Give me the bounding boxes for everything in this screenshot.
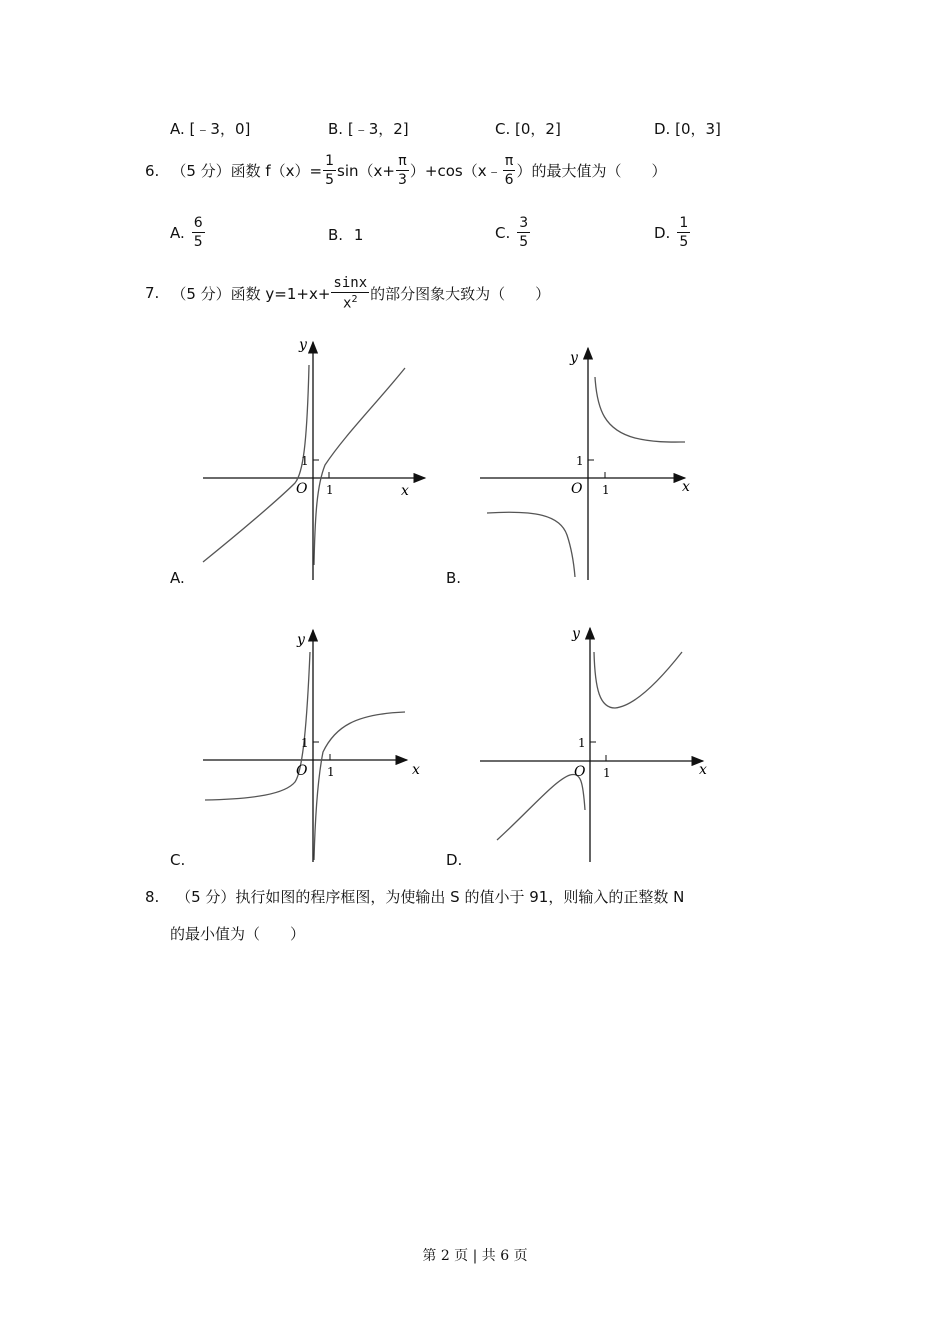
y-axis-label: y bbox=[297, 632, 305, 648]
graph-a bbox=[195, 335, 440, 585]
option-text: [0，3] bbox=[675, 120, 721, 138]
curve-left-branch bbox=[487, 512, 575, 577]
question-number: 8. bbox=[145, 888, 160, 906]
option-letter: D. bbox=[654, 120, 671, 138]
question-6 bbox=[145, 154, 667, 187]
curve-right-branch bbox=[594, 652, 682, 708]
curve-left-branch bbox=[497, 774, 585, 840]
question-7 bbox=[145, 276, 550, 311]
tick-label-x: 1 bbox=[326, 483, 334, 497]
option-letter: A. bbox=[170, 120, 185, 138]
y-axis-label: y bbox=[570, 350, 578, 366]
tick-label-y: 1 bbox=[301, 736, 309, 750]
q6-option-a bbox=[170, 216, 206, 249]
q5-option-a bbox=[170, 118, 250, 139]
q5-option-c bbox=[495, 118, 561, 139]
graph-d bbox=[475, 620, 715, 867]
question-stem-part: （5 分）函数 y=1+x+ bbox=[171, 284, 331, 303]
option-letter: C. bbox=[495, 223, 511, 242]
option-letter: C. bbox=[495, 120, 511, 138]
q6-option-d bbox=[654, 216, 691, 249]
option-text: [﹣3，0] bbox=[189, 120, 251, 138]
option-letter: B. bbox=[328, 120, 344, 138]
q5-option-d bbox=[654, 118, 721, 139]
graph-b bbox=[475, 340, 705, 585]
curve-left-branch bbox=[203, 365, 309, 562]
fraction-one-fifth: $\frac{1}{5}$ bbox=[325, 153, 335, 188]
curve-right-branch bbox=[595, 377, 685, 442]
tick-label-y: 1 bbox=[578, 736, 586, 750]
option-fraction: $\frac{6}{5}$ bbox=[193, 215, 203, 250]
curve-left-branch bbox=[205, 652, 310, 800]
fraction-pi-sixth: $\frac{\pi}{6}$ bbox=[504, 153, 514, 188]
x-axis-label: x bbox=[682, 479, 690, 495]
question-stem-part: ）的最大值为（ ） bbox=[516, 162, 667, 180]
origin-label: O bbox=[296, 481, 308, 497]
fraction-denominator: $x^2$ bbox=[343, 294, 358, 312]
question-number: 7. bbox=[145, 284, 160, 303]
origin-label: O bbox=[571, 481, 583, 497]
y-axis-label: y bbox=[299, 337, 307, 353]
option-letter: A. bbox=[170, 223, 185, 242]
tick-label-x: 1 bbox=[602, 483, 610, 497]
page-footer: 第 2 页 | 共 6 页 bbox=[422, 1248, 528, 1264]
origin-label: O bbox=[574, 764, 586, 780]
question-stem-part: 的部分图象大致为（ ） bbox=[370, 284, 551, 303]
graph-c-letter: C. bbox=[170, 851, 186, 869]
option-letter: D. bbox=[654, 223, 671, 242]
option-text: [﹣3，2] bbox=[347, 120, 409, 138]
question-stem-part: （5 分）函数 f（x）= bbox=[171, 162, 323, 180]
question-stem-part: ）+cos（x﹣ bbox=[409, 162, 502, 180]
x-axis-label: x bbox=[401, 483, 409, 499]
graph-c bbox=[195, 622, 440, 867]
graph-a-letter: A. bbox=[170, 569, 185, 587]
question-8-line-2: 的最小值为（ ） bbox=[170, 925, 306, 943]
q6-option-b bbox=[328, 226, 363, 244]
option-fraction: $\frac{1}{5}$ bbox=[679, 215, 689, 250]
fraction-sinx-over-x2: $\frac{\sin x}{x^2}$ bbox=[333, 275, 368, 312]
tick-label-y: 1 bbox=[576, 454, 584, 468]
question-8 bbox=[145, 886, 684, 907]
graph-b-letter: B. bbox=[446, 569, 462, 587]
question-stem-part: sin（x+ bbox=[337, 162, 395, 180]
question-number: 6. bbox=[145, 161, 160, 180]
tick-label-x: 1 bbox=[603, 766, 611, 780]
question-stem-line-1: （5 分）执行如图的程序框图，为使输出 S 的值小于 91，则输入的正整数 N bbox=[176, 888, 685, 906]
option-text: [0，2] bbox=[515, 120, 561, 138]
option-text: 1 bbox=[353, 226, 364, 244]
x-axis-label: x bbox=[699, 762, 707, 778]
origin-label: O bbox=[296, 763, 308, 779]
graph-d-letter: D. bbox=[446, 851, 463, 869]
fraction-pi-third: $\frac{\pi}{3}$ bbox=[397, 153, 407, 188]
curve-right-branch bbox=[314, 712, 405, 860]
option-letter: B. bbox=[328, 226, 344, 244]
q6-option-c bbox=[495, 216, 531, 249]
tick-label-x: 1 bbox=[327, 765, 335, 779]
curve-right-branch bbox=[314, 368, 405, 565]
y-axis-label: y bbox=[572, 626, 580, 642]
option-fraction: $\frac{3}{5}$ bbox=[519, 215, 529, 250]
x-axis-label: x bbox=[412, 762, 420, 778]
q5-option-b bbox=[328, 118, 409, 139]
tick-label-y: 1 bbox=[301, 454, 309, 468]
